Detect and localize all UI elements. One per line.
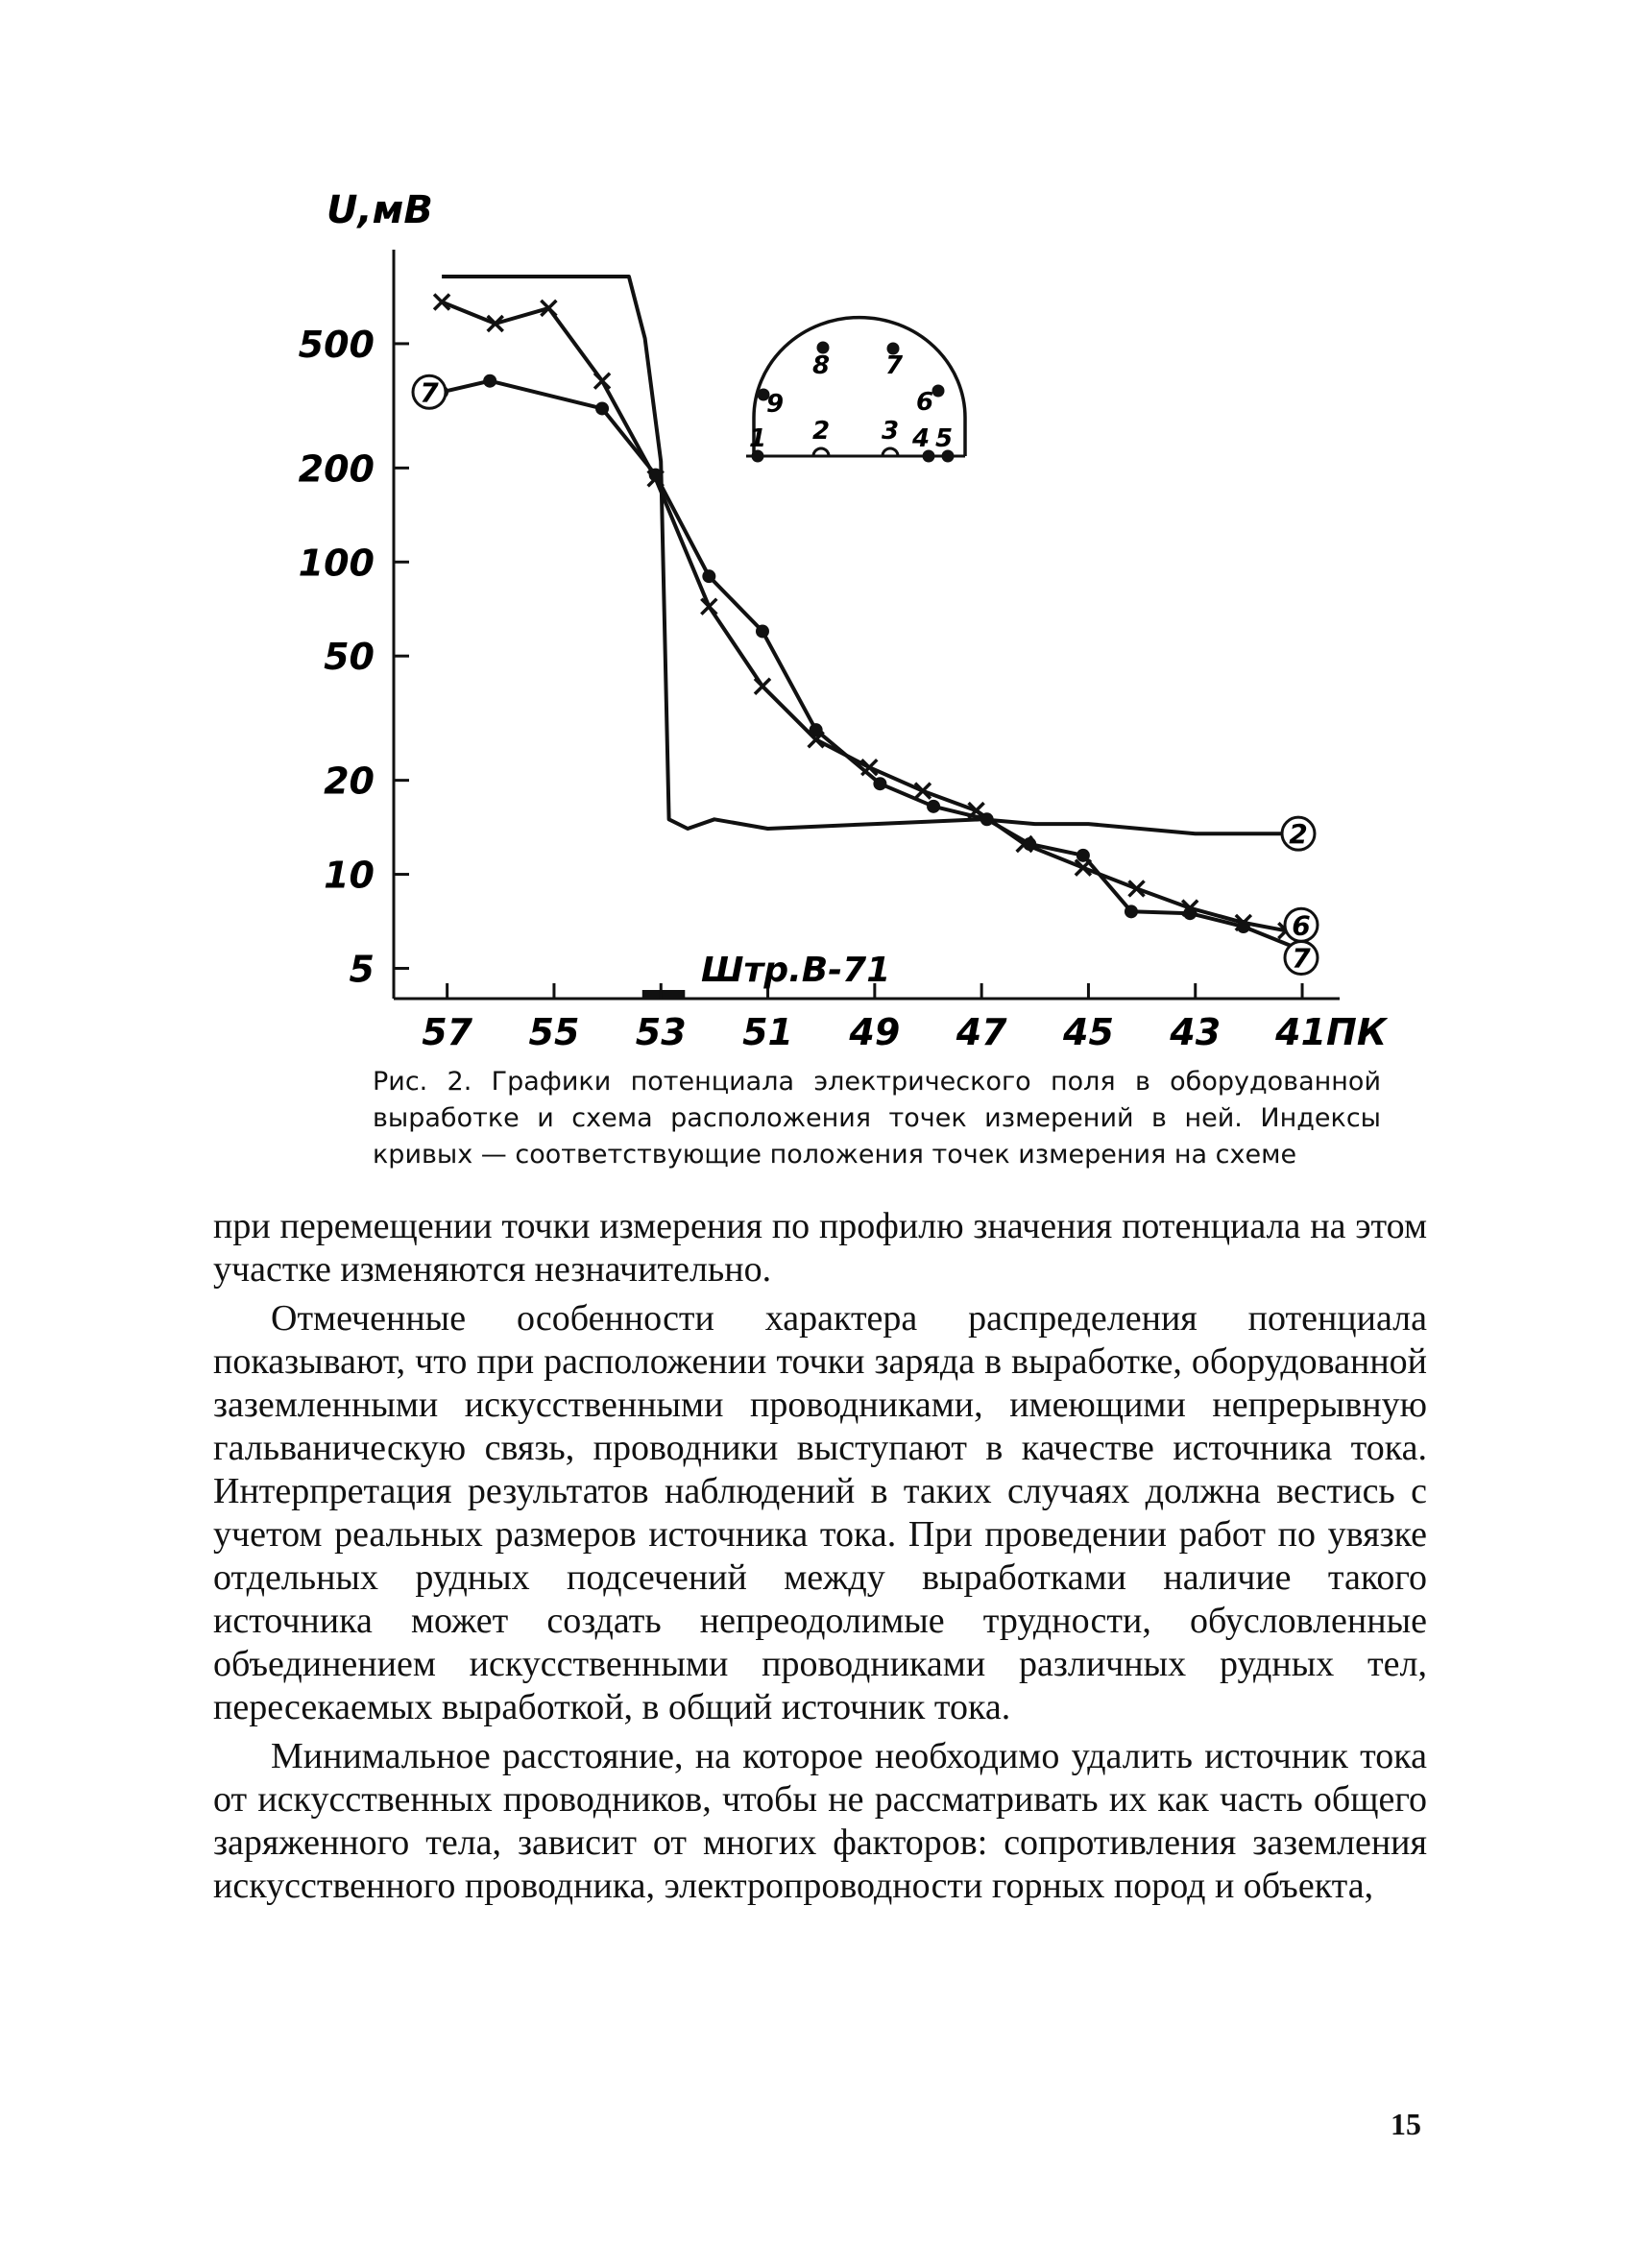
x-tick-label: 45 [1063,1011,1114,1053]
scheme-point-label: 6 [915,388,934,417]
body-text [213,1205,1427,1908]
data-point [649,469,663,482]
paragraph-2: Отмеченные особенности характера распределения потенциала показывают, что при расположении точки заряда в выработке, оборудованной заземленными искусственными проводниками, имеющими непрерывную гальваническую связь, проводники выступают в качестве источника тока. Интерпретация результатов наблюдений в таких случаях должна вестись с учетом реальных размеров источника тока. При проведении работ по увязке отдельных рудных подсечений между выработками наличие такого источника может создать непреодолимые трудности, обусловленные объединением искусственными проводниками различных рудных тел, пересекаемых выработкой, в общий источник тока. [213,1298,1427,1727]
chart-series [434,277,1303,955]
scheme-point-label: 5 [934,424,954,453]
charge-point-bar [642,990,686,999]
data-point [434,294,449,309]
y-tick-label: 100 [298,542,375,585]
paragraph-3: Минимальное расстояние, на которое необходимо удалить источник тока от искусственных проводников, чтобы не рассматривать их как часть общего заряженного тела, зависит от многих факторов: сопротивления заземления искусственного проводника, электропроводности горных пород и объекта, [213,1736,1427,1906]
scheme-outline [754,318,965,456]
y-tick-label: 5 [349,948,375,991]
x-tick-label: 43 [1170,1011,1222,1053]
svg-text:6: 6 [1292,909,1311,942]
data-point [701,599,716,615]
y-tick-label: 50 [324,636,375,679]
scheme-point-label: 9 [765,390,785,419]
series-line-2 [442,277,1286,833]
scheme-point-label: 8 [811,351,831,380]
data-point [1023,837,1036,851]
data-point [756,624,769,638]
data-point [980,812,994,826]
curve-labels [413,375,1318,974]
curve-label-7 [1285,942,1318,975]
series-7 [435,374,1303,955]
chart-axes [394,250,1340,999]
data-point [483,374,496,388]
scheme-point-label: 3 [881,417,900,446]
series-line-6 [442,302,1286,931]
paragraph-1: при перемещении точки измерения по профилю значения потенциала на этом участке изменяются незначительно. [213,1206,1427,1290]
data-point [595,401,609,415]
data-point [594,374,610,389]
x-tick-label: 49 [849,1011,901,1053]
y-tick-label: 20 [324,760,375,803]
x-tick-label: 53 [635,1011,687,1053]
data-point [927,800,940,813]
curve-label-7-left [413,375,446,408]
data-point [1237,920,1250,933]
x-tick-label: 41ПК [1275,1011,1387,1053]
data-point [873,777,886,790]
y-axis-label: U,мВ [327,188,433,232]
y-tick-label: 200 [298,447,375,491]
data-point [1125,905,1138,918]
inset-scheme [746,318,965,463]
data-point [702,569,715,583]
x-tick-label: 57 [422,1011,473,1053]
series-6 [434,294,1294,938]
curve-label-6 [1285,908,1318,941]
figure-caption: Рис. 2. Графики потенциала электрического поля в оборудованной выработке и схема расположения точек измерений в ней. Индексы кривых — соответствующие положения точек измерения на схеме [373,1067,1381,1170]
scheme-point [932,385,945,398]
x-tick-label: 55 [528,1011,580,1053]
scheme-point-label: 2 [811,417,831,446]
annotation-shtr: Штр.В-71 [701,951,891,990]
potential-chart [0,0,1645,1056]
svg-text:7: 7 [1292,942,1311,975]
y-tick-label: 500 [298,323,375,366]
curve-label-2 [1282,817,1315,850]
series-line-7 [442,381,1296,949]
data-point [810,723,823,736]
svg-text:7: 7 [420,376,439,409]
page-number: 15 [1391,2107,1421,2141]
scheme-point-label: 1 [748,424,767,453]
scheme-point-label: 7 [884,351,904,380]
data-point [1183,906,1197,920]
scheme-point-label: 4 [911,424,931,453]
x-tick-label: 51 [742,1011,793,1053]
series-2 [442,277,1286,833]
data-point [755,679,770,694]
data-point [1077,849,1090,862]
y-tick-label: 10 [324,854,375,897]
x-ticks [422,983,1389,1053]
svg-text:2: 2 [1289,818,1308,851]
x-tick-label: 47 [956,1011,1007,1053]
